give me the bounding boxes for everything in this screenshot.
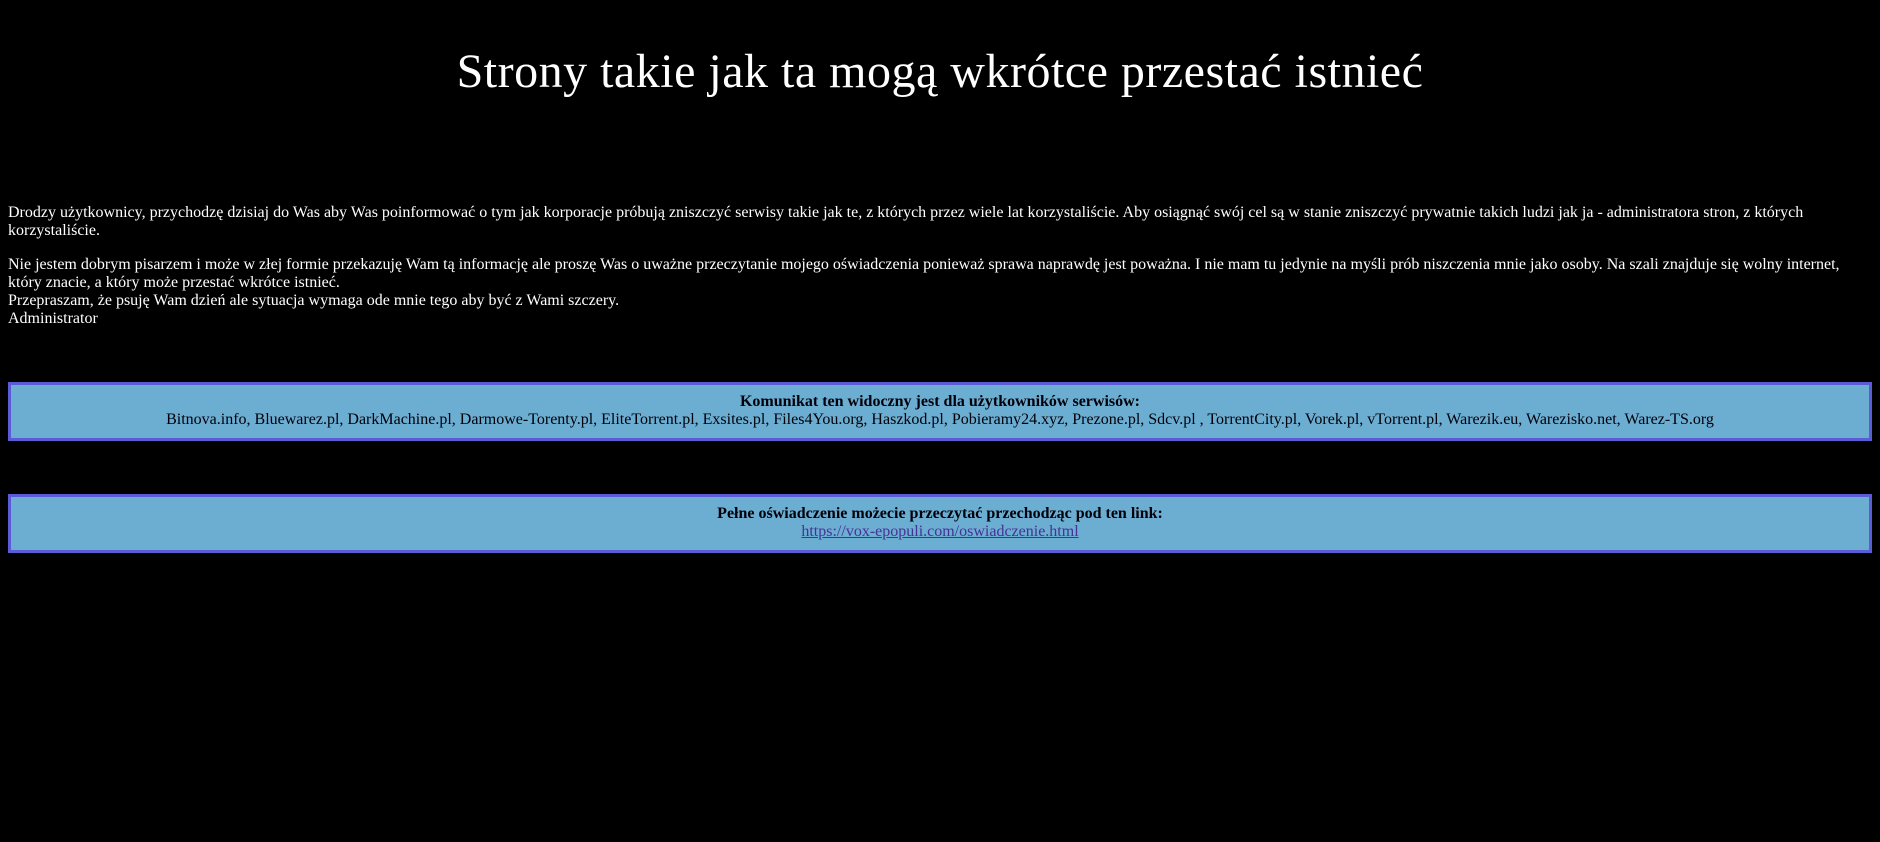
notice-box-heading: Komunikat ten widoczny jest dla użytkowników serwisów: [739,393,1140,410]
notice-box [8,382,1872,441]
statement-box-heading: Pełne oświadczenie możecie przeczytać przechodząc pod ten link: [717,505,1163,522]
statement-paragraph [8,256,1872,328]
statement-link[interactable]: https://vox-epopuli.com/oswiadczenie.html [801,523,1079,540]
statement-text: Nie jestem dobrym pisarzem i może w złej formie przekazuję Wam tą informację ale proszę Was o uważne przeczytanie mojego oświadczenia ponieważ sprawa naprawdę jest poważna. I nie mam tu jedynie na myśli prób niszczenia mnie jako osoby. Na szali znajduje się wolny internet, który znacie, a który może przestać wkrótce istnieć. [8,256,1840,291]
intro-paragraph: Drodzy użytkownicy, przychodzę dzisiaj do Was aby Was poinformować o tym jak korporacje próbują zniszczyć serwisy takie jak te, z których przez wiele lat korzystaliście. Aby osiągnąć swój cel są w stanie zniszczyć prywatnie takich ludzi jak ja - administratora stron, z których korzystaliście. [8,204,1804,239]
signature-text: Administrator [8,310,98,327]
page-title: Strony takie jak ta mogą wkrótce przestać istnieć [456,45,1424,98]
apology-text: Przepraszam, że psuję Wam dzień ale sytuacja wymaga ode mnie tego aby być z Wami szczery. [8,292,620,309]
statement-box [8,494,1872,553]
takedown-notice-page [8,44,1872,553]
services-list: Bitnova.info, Bluewarez.pl, DarkMachine.pl, Darmowe-Torenty.pl, EliteTorrent.pl, Exsites.pl, Files4You.org, Haszkod.pl, Pobieramy24.xyz, Prezone.pl, Sdcv.pl , TorrentCity.pl, Vorek.pl, vTorrent.pl, Warezik.eu, Warezisko.net, Warez-TS.org [166,411,1714,428]
